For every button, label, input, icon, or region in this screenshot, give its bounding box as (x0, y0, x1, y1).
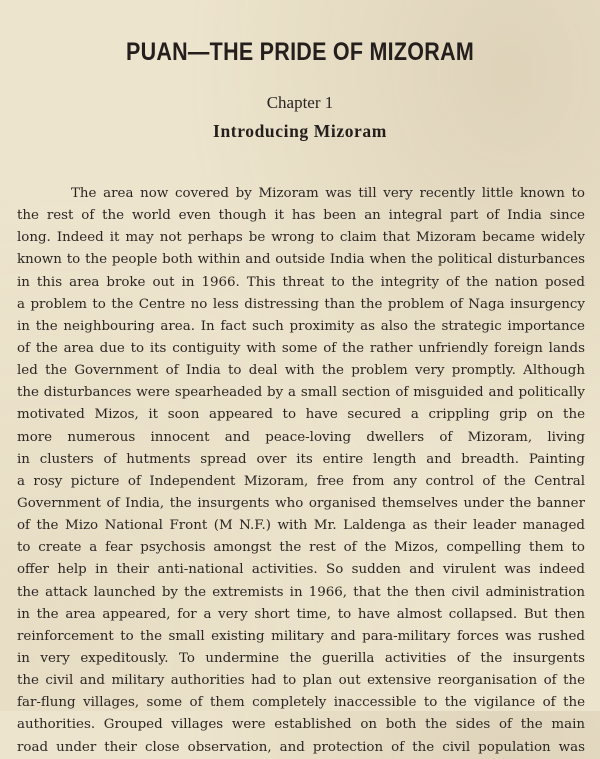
text-line: reinforcement to the small existing military and para-military forces was rushed (17, 628, 585, 644)
text-line: authorities. Grouped villages were established on both the sides of the main (17, 717, 585, 733)
text-line: offer help in their anti-national activities. So sudden and virulent was indeed (17, 562, 585, 578)
text-line: in this area broke out in 1966. This threat to the integrity of the nation posed (17, 274, 585, 290)
chapter-number: Chapter 1 (266, 93, 334, 112)
text-line: The area now covered by Mizoram was till very recently little known to (71, 186, 585, 201)
text-line: in the neighbouring area. In fact such proximity as also the strategic importance (17, 318, 585, 334)
text-line: far-flung villages, some of them completely inaccessible to the vigilance of the (17, 695, 585, 711)
text-line: the attack launched by the extremists in 1966, that the then civil administration (17, 584, 585, 600)
text-line: more numerous innocent and peace-loving dwellers of Mizoram, living (17, 429, 585, 445)
text-line: in the area appeared, for a very short time, to have almost collapsed. But then (17, 606, 585, 622)
text-line: known to the people both within and outside India when the political disturbances (17, 252, 585, 268)
text-line: led the Government of India to deal with the problem very promptly. Although (17, 363, 585, 379)
text-line: in clusters of hutments spread over its entire length and breadth. Painting (17, 451, 585, 467)
text-line: a rosy picture of Independent Mizoram, free from any control of the Central (17, 473, 585, 489)
text-line: of the area due to its contiguity with some of the rather unfriendly foreign lands (17, 340, 585, 356)
text-line: long. Indeed it may not perhaps be wrong to claim that Mizoram became widely (17, 230, 585, 246)
body-paragraph (17, 183, 585, 759)
chapter-title: Introducing Mizoram (213, 121, 387, 141)
text-line: the disturbances were spearheaded by a small section of misguided and politically (17, 385, 585, 401)
text-line: in very expeditously. To undermine the guerilla activities of the insurgents (17, 650, 585, 666)
text-line: Government of India, the insurgents who organised themselves under the banner (17, 495, 585, 511)
text-line: the civil and military authorities had to plan out extensive reorganisation of the (17, 673, 585, 689)
text-line: motivated Mizos, it soon appeared to have secured a crippling grip on the (17, 407, 585, 423)
text-line: a problem to the Centre no less distressing than the problem of Naga insurgency (17, 296, 585, 312)
book-title: PUAN—THE PRIDE OF MIZORAM (125, 38, 475, 66)
text-line: to create a fear psychosis amongst the rest of the Mizos, compelling them to (17, 540, 585, 556)
text-line: the rest of the world even though it has been an integral part of India since (17, 208, 585, 224)
text-line: road under their close observation, and protection of the civil population was (17, 739, 585, 755)
text-line: of the Mizo National Front (M N.F.) with Mr. Laldenga as their leader managed (17, 518, 585, 534)
